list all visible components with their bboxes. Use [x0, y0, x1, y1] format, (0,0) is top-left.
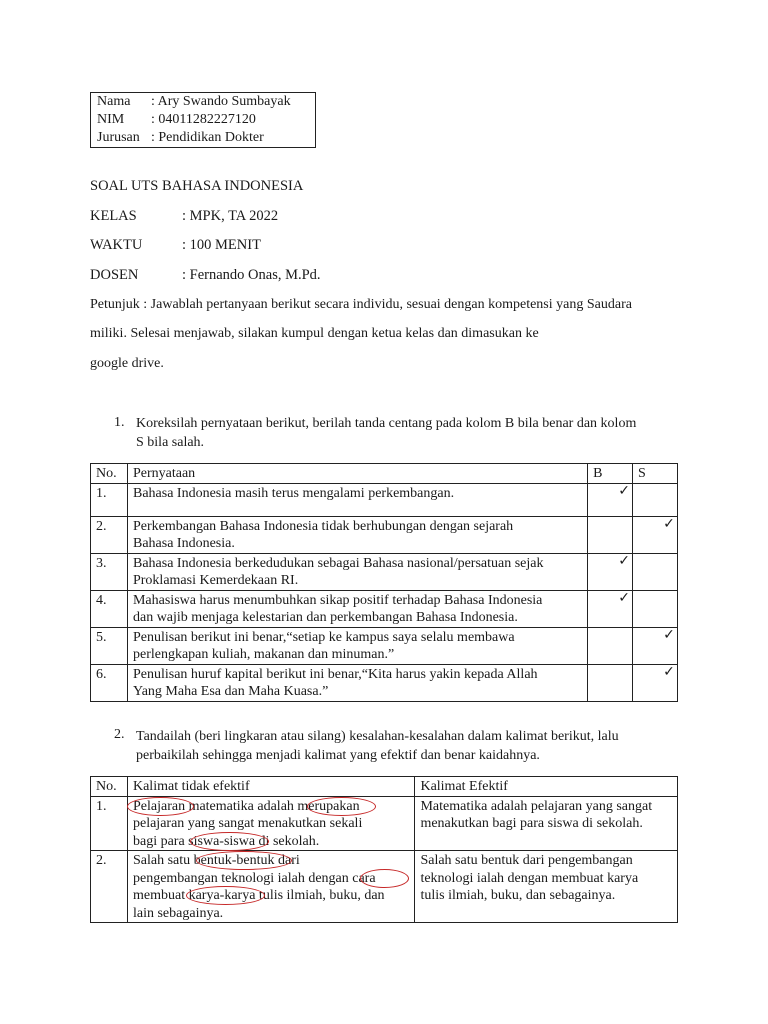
instruction-line-1: Petunjuk : Jawablah pertanyaan berikut secara individu, sesuai dengan kompetensi yang Saudara [90, 297, 632, 312]
name-label: Nama [97, 94, 131, 109]
ineffective-line: Pelajaran matematika adalah merupakan [132, 798, 360, 814]
statement-line: Penulisan huruf kapital berikut ini benar,“Kita harus yakin kepada Allah [132, 666, 538, 682]
statement-row [91, 590, 678, 627]
incorrect-column-cell [633, 664, 678, 701]
correct-column-cell [588, 627, 633, 664]
checkmark-icon: ✓ [618, 482, 630, 499]
incorrect-column-cell [633, 627, 678, 664]
lecturer-value: : Fernando Onas, M.Pd. [182, 267, 321, 283]
header-ineffective: Kalimat tidak efektif [127, 777, 414, 797]
effective-line: Matematika adalah pelajaran yang sangat [420, 798, 653, 814]
header-effective: Kalimat Efektif [415, 777, 678, 797]
class-value: : MPK, TA 2022 [182, 208, 279, 224]
correct-column-cell [588, 516, 633, 553]
name-value: : Ary Swando Sumbayak [151, 94, 291, 109]
q2-prompt-line-2: perbaikilah sehingga menjadi kalimat yang efektif dan benar kaidahnya. [136, 748, 540, 763]
major-value: : Pendidikan Dokter [151, 130, 264, 145]
statement-table-header [91, 464, 678, 484]
checkmark-icon: ✓ [663, 663, 675, 680]
effective-line: tulis ilmiah, buku, dan sebagainya. [420, 888, 616, 903]
statement-table [90, 463, 678, 702]
class-row [90, 208, 278, 225]
header-no-2: No. [91, 777, 128, 797]
ineffective-sentence [127, 796, 414, 851]
ineffective-sentence [127, 851, 414, 923]
statement-text [127, 664, 587, 701]
statement-line: perlengkapan kuliah, makanan dan minuman.” [132, 647, 395, 662]
effective-line: teknologi ialah dengan membuat karya [420, 870, 639, 886]
time-row [90, 237, 261, 254]
sentence-table [90, 776, 678, 923]
q2-prompt-line-1: Tandailah (beri lingkaran atau silang) kesalahan-kesalahan dalam kalimat berikut, lalu [136, 729, 619, 744]
statement-line: Bahasa Indonesia berkedudukan sebagai Bahasa nasional/persatuan sejak [132, 555, 544, 571]
incorrect-column-cell [633, 483, 678, 516]
statement-text [127, 483, 587, 516]
statement-line: Perkembangan Bahasa Indonesia tidak berhubungan dengan sejarah [132, 518, 514, 534]
sentence-row-2 [91, 851, 678, 923]
statement-line: Penulisan berikut ini benar,“setiap ke kampus saya selalu membawa [132, 629, 515, 645]
statement-line: Proklamasi Kemerdekaan RI. [132, 573, 299, 588]
checkmark-icon: ✓ [663, 515, 675, 532]
header-s: S [633, 464, 678, 484]
statement-row-no: 1. [91, 483, 128, 516]
correct-column-cell [588, 664, 633, 701]
incorrect-column-cell [633, 516, 678, 553]
instruction-line-2: miliki. Selesai menjawab, silakan kumpul dengan ketua kelas dan dimasukan ke [90, 326, 539, 341]
statement-line: Yang Maha Esa dan Maha Kuasa.” [132, 684, 329, 699]
sentence-row-no: 2. [91, 851, 128, 923]
statement-text [127, 590, 587, 627]
checkmark-icon: ✓ [618, 589, 630, 606]
statement-text [127, 516, 587, 553]
statement-row [91, 516, 678, 553]
statement-line: Bahasa Indonesia. [132, 536, 235, 551]
statement-line: Mahasiswa harus menumbuhkan sikap positif terhadap Bahasa Indonesia [132, 592, 543, 608]
sentence-table-header [91, 777, 678, 797]
q1-prompt-line-2: S bila salah. [136, 435, 205, 450]
effective-sentence [415, 796, 678, 851]
nim-value: : 04011282227120 [151, 112, 256, 127]
incorrect-column-cell [633, 590, 678, 627]
statement-text [127, 627, 587, 664]
correct-column-cell [588, 483, 633, 516]
correct-column-cell [588, 553, 633, 590]
ineffective-line: pengembangan teknologi ialah dengan cara [132, 870, 376, 886]
checkmark-icon: ✓ [618, 552, 630, 569]
statement-line: dan wajib menjaga kelestarian dan perkembangan Bahasa Indonesia. [132, 610, 518, 625]
q1-prompt [136, 414, 636, 452]
header-no: No. [91, 464, 128, 484]
lecturer-label: DOSEN [90, 267, 139, 283]
q1-prompt-line-1: Koreksilah pernyataan berikut, berilah tanda centang pada kolom B bila benar dan kolom [136, 416, 637, 431]
lecturer-row [90, 267, 321, 284]
statement-row [91, 627, 678, 664]
statement-row-no: 3. [91, 553, 128, 590]
effective-line: menakutkan bagi para siswa di sekolah. [420, 816, 643, 831]
ineffective-line: lain sebagainya. [132, 905, 224, 921]
time-value: : 100 MENIT [182, 237, 261, 253]
sentence-row-no: 1. [91, 796, 128, 851]
statement-row-no: 6. [91, 664, 128, 701]
q2-prompt [136, 727, 619, 765]
effective-sentence [415, 851, 678, 923]
q1-number: 1. [114, 415, 125, 430]
statement-text [127, 553, 587, 590]
instruction-line-3: google drive. [90, 356, 164, 371]
q2-number: 2. [114, 727, 125, 742]
major-row [97, 130, 264, 146]
effective-line: Salah satu bentuk dari pengembangan [420, 853, 633, 868]
class-label: KELAS [90, 208, 137, 224]
statement-row-no: 4. [91, 590, 128, 627]
statement-row [91, 664, 678, 701]
statement-row [91, 483, 678, 516]
nim-row [97, 112, 256, 128]
identity-box [90, 92, 316, 148]
ineffective-line: membuat karya-karya tulis ilmiah, buku, dan [132, 888, 385, 903]
header-b: B [588, 464, 633, 484]
statement-row-no: 5. [91, 627, 128, 664]
ineffective-line: pelajaran yang sangat menakutkan sekali [132, 816, 363, 831]
nim-label: NIM [97, 112, 125, 127]
header-statement: Pernyataan [127, 464, 587, 484]
statement-line: Bahasa Indonesia masih terus mengalami perkembangan. [132, 485, 455, 501]
checkmark-icon: ✓ [663, 626, 675, 643]
time-label: WAKTU [90, 237, 143, 253]
statement-row-no: 2. [91, 516, 128, 553]
page-title: SOAL UTS BAHASA INDONESIA [90, 178, 304, 194]
sentence-row-1 [91, 796, 678, 851]
ineffective-line: bagi para siswa-siswa di sekolah. [132, 833, 320, 849]
correct-column-cell [588, 590, 633, 627]
major-label: Jurusan [97, 130, 140, 145]
name-row [97, 94, 291, 110]
incorrect-column-cell [633, 553, 678, 590]
statement-row [91, 553, 678, 590]
ineffective-line: Salah satu bentuk-bentuk dari [132, 853, 300, 868]
